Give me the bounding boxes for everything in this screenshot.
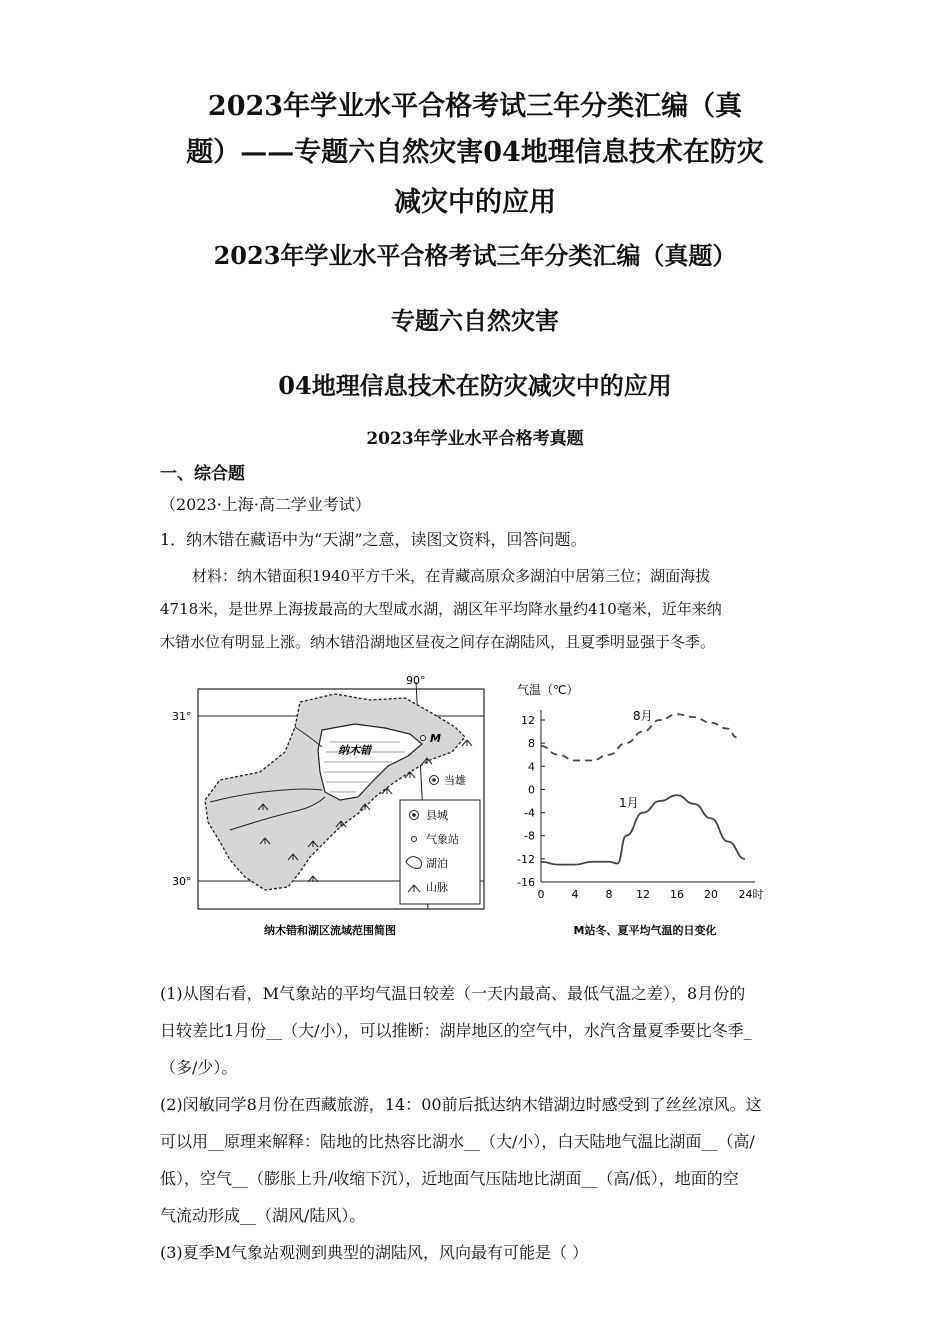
q1-3: (3)夏季M气象站观测到典型的湖陆风，风向最有可能是（ ）	[160, 1243, 589, 1262]
y-tick-label: -12	[517, 852, 535, 866]
legend-mountain: 山脉	[426, 881, 448, 894]
x-tick-label: 24时	[738, 888, 764, 901]
y-tick-label: 0	[528, 783, 535, 797]
question-source: （2023·上海·高二学业考试）	[160, 495, 371, 514]
x-tick-label: 16	[670, 888, 684, 901]
y-tick-label: -8	[524, 829, 535, 843]
y-tick-label: 8	[528, 737, 535, 751]
question-stem: 1．纳木错在藏语中为“天湖”之意，读图文资料，回答问题。	[160, 530, 587, 549]
legend-county: 县城	[426, 809, 448, 822]
q1-2-line3: 低），空气__（膨胀上升/收缩下沉），近地面气压陆地比湖面__（高/低），地面的空	[160, 1169, 739, 1188]
doc-title-line3: 减灾中的应用	[394, 187, 556, 218]
x-tick-label: 4	[571, 888, 579, 901]
lat-bottom-label: 30°	[172, 875, 192, 888]
x-tick-label: 12	[636, 888, 650, 901]
doc-title-line1: 2023年学业水平合格考试三年分类汇编（真	[207, 91, 743, 122]
dangxiong-label: 当雄	[444, 774, 466, 787]
q1-1-line2: 日较差比1月份__（大/小），可以推断：湖岸地区的空气中，水汽含量夏季要比冬季_	[160, 1021, 752, 1040]
chart-title: M站冬、夏平均气温的日变化	[573, 924, 717, 937]
doc-title-line2: 题）——专题六自然灾害04地理信息技术在防灾	[186, 137, 764, 168]
map-caption: 纳木错和湖区流域范围简图	[264, 924, 396, 937]
y-tick-label: -16	[517, 876, 535, 889]
temperature-chart	[505, 672, 785, 947]
doc-subtitle: 2023年学业水平合格考试三年分类汇编（真题）	[213, 241, 737, 270]
series-jan-line	[541, 795, 745, 864]
doc-topic: 专题六自然灾害	[391, 306, 559, 335]
series-aug-label: 8月	[633, 709, 653, 723]
lon-label: 90°	[406, 674, 426, 687]
x-tick-label: 0	[537, 888, 545, 901]
material-line2: 4718米，是世界上海拔最高的大型咸水湖，湖区年平均降水量约410毫米，近年来纳	[160, 600, 722, 618]
exam-title: 2023年学业水平合格考真题	[366, 429, 584, 449]
lake-label: 纳木错	[338, 744, 371, 757]
x-tick-label: 8	[605, 888, 613, 901]
y-tick-label: -4	[524, 806, 535, 820]
q1-1-line3: （多/少）。	[160, 1058, 238, 1077]
series-jan-label: 1月	[619, 796, 639, 810]
station-m-marker	[421, 736, 426, 741]
part-heading: 一、综合题	[160, 464, 245, 484]
q1-2-line4: 气流动形成__（湖风/陆风）。	[160, 1206, 366, 1225]
legend-station: 气象站	[426, 833, 459, 846]
material-line1: 材料：纳木错面积1940平方千米，在青藏高原众多湖泊中居第三位；湖面海拔	[192, 567, 711, 585]
q1-1-line1: (1)从图右看，M气象站的平均气温日较差（一天内最高、最低气温之差），8月份的	[160, 984, 746, 1003]
q1-2-line1: (2)闵敏同学8月份在西藏旅游，14：00前后抵达纳木错湖边时感受到了丝丝凉风。这	[160, 1095, 762, 1114]
doc-section-title: 04地理信息技术在防灾减灾中的应用	[278, 371, 672, 400]
chart-ylabel: 气温（℃）	[517, 683, 579, 697]
legend-lake: 湖泊	[426, 857, 448, 870]
material-line3: 木错水位有明显上涨。纳木错沿湖地区昼夜之间存在湖陆风，且夏季明显强于冬季。	[160, 633, 716, 651]
q1-2-line2: 可以用__原理来解释：陆地的比热容比湖水__（大/小），白天陆地气温比湖面__（高/	[160, 1132, 755, 1151]
y-tick-label: 12	[521, 714, 535, 727]
station-m-label: M	[430, 732, 441, 745]
x-tick-label: 20	[704, 888, 718, 901]
y-tick-label: 4	[528, 760, 535, 774]
lat-top-label: 31°	[172, 710, 192, 723]
namco-map	[160, 672, 500, 947]
